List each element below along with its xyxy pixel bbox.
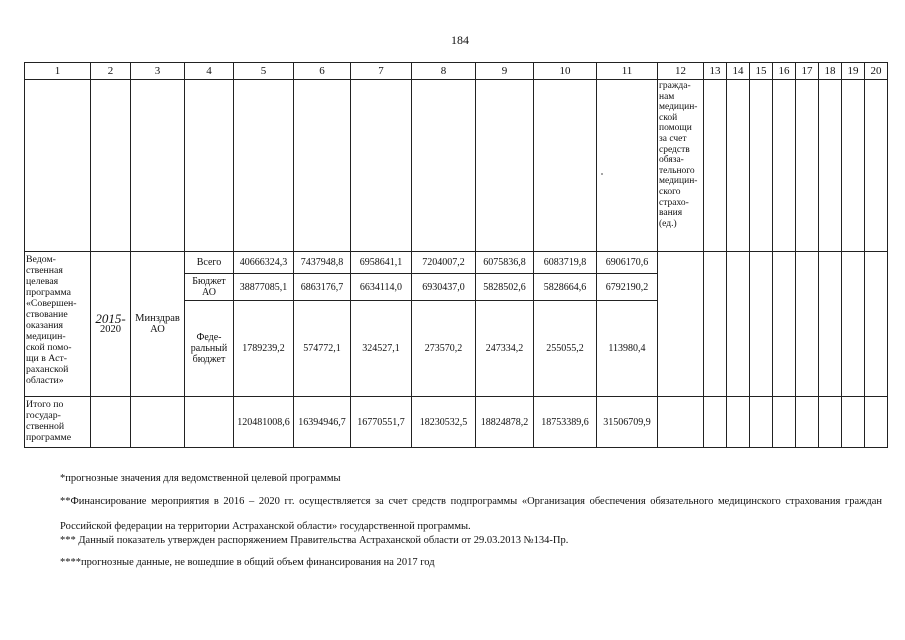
value-cell: 1789239,2 [234, 301, 294, 397]
column-number: 10 [534, 63, 597, 80]
total-value-cell: 18753389,6 [534, 397, 597, 448]
value-cell: 5828502,6 [476, 274, 534, 301]
total-label-cell [25, 397, 91, 448]
column-number: 16 [773, 63, 796, 80]
column-number: 6 [294, 63, 351, 80]
value-cell: 574772,1 [294, 301, 351, 397]
total-value-cell: 31506709,9 [597, 397, 658, 448]
indicator-description-cell [658, 80, 704, 252]
funding-source: Всего [185, 252, 234, 274]
total-value-cell: 16770551,7 [351, 397, 412, 448]
value-cell: 113980,4 [597, 301, 658, 397]
footnote-4: ****прогнозные данные, не вошедшие в общий объем финансирования на 2017 год [60, 557, 435, 568]
indicator-description: граждa- нам медицин- ской помощи за счет средств обяза- тельного медицин- ского страхо- вания (ед.) [659, 81, 698, 229]
column-number: 8 [412, 63, 476, 80]
footnote-1: *прогнозные значения для ведомственной целевой программы [60, 473, 341, 484]
value-cell: 6958641,1 [351, 252, 412, 274]
value-cell: 6634114,0 [351, 274, 412, 301]
column-number: 4 [185, 63, 234, 80]
total-value-cell: 16394946,7 [294, 397, 351, 448]
funding-source: Феде- ральный бюджет [185, 301, 234, 397]
program-name: Ведом- ственная целевая программа «Совершен- ствование оказания медицин- ской помо- щи в Аст- раханской области» [26, 254, 77, 386]
value-cell: 273570,2 [412, 301, 476, 397]
total-value-cell: 120481008,6 [234, 397, 294, 448]
value-cell: 5828664,6 [534, 274, 597, 301]
column-number: 15 [750, 63, 773, 80]
program-executor: Минздрав АО [135, 313, 180, 335]
column-number: 20 [865, 63, 888, 80]
total-label: Итого по государ- ственной программе [26, 399, 72, 443]
value-cell: 247334,2 [476, 301, 534, 397]
column-number: 9 [476, 63, 534, 80]
column-number: 13 [704, 63, 727, 80]
scan-speck [601, 173, 603, 175]
column-number: 14 [727, 63, 750, 80]
value-cell: 7204007,2 [412, 252, 476, 274]
program-name-cell [25, 252, 91, 397]
column-number: 3 [131, 63, 185, 80]
value-cell: 6075836,8 [476, 252, 534, 274]
value-cell: 324527,1 [351, 301, 412, 397]
program-executor-cell [131, 252, 185, 397]
value-cell: 40666324,3 [234, 252, 294, 274]
column-number: 12 [658, 63, 704, 80]
page-number: 184 [451, 33, 469, 47]
program-years-end: 2020 [100, 324, 121, 335]
column-number: 2 [91, 63, 131, 80]
column-number: 5 [234, 63, 294, 80]
value-cell: 6792190,2 [597, 274, 658, 301]
budget-table [24, 62, 888, 448]
program-row-total [25, 252, 888, 274]
program-years-cell [91, 252, 131, 397]
column-number-row [25, 63, 888, 80]
total-value-cell: 18824878,2 [476, 397, 534, 448]
value-cell: 6863176,7 [294, 274, 351, 301]
column-number: 11 [597, 63, 658, 80]
value-cell: 38877085,1 [234, 274, 294, 301]
column-number: 18 [819, 63, 842, 80]
funding-source: Бюджет АО [185, 274, 234, 301]
column-number: 17 [796, 63, 819, 80]
value-cell: 6083719,8 [534, 252, 597, 274]
total-value-cell: 18230532,5 [412, 397, 476, 448]
value-cell: 6906170,6 [597, 252, 658, 274]
value-cell: 255055,2 [534, 301, 597, 397]
footnote-2: **Финансирование мероприятия в 2016 – 2020 гг. осуществляется за счет средств подпрограммы «Организация обеспечения обязательного медицинского страхования граждан Российской федерации на территории Астраханской области» государственной программы. [60, 496, 882, 532]
column-number: 1 [25, 63, 91, 80]
total-row [25, 397, 888, 448]
column-number: 7 [351, 63, 412, 80]
value-cell: 7437948,8 [294, 252, 351, 274]
footnote-3: *** Данный показатель утвержден распоряжением Правительства Астраханской области от 29.03.2013 №134-Пр. [60, 535, 569, 546]
program-years-start: 2015- [95, 311, 126, 326]
continued-indicator-row [25, 80, 888, 252]
value-cell: 6930437,0 [412, 274, 476, 301]
column-number: 19 [842, 63, 865, 80]
